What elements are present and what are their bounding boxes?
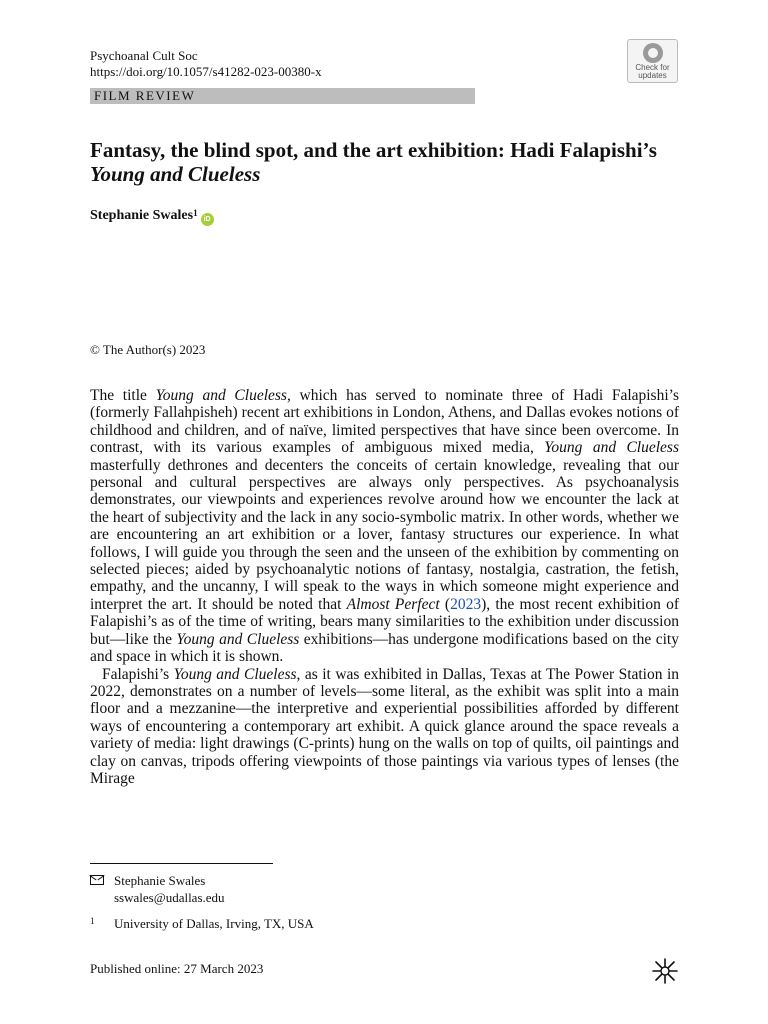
text-run: , which has served to nominate three of Hadi Falapishi’s (formerly Fallahpisheh) recent art exhibitions in London, Athens, and Dallas evokes notions of childhood and children, and of naïve, limited perspectives that have since been overcome. In contrast, with its various examples of ambiguous mixed media,: [90, 387, 679, 457]
copyright: © The Author(s) 2023: [90, 342, 206, 357]
correspondence-email[interactable]: sswales@udallas.edu: [114, 890, 225, 905]
citation-link[interactable]: 2023: [450, 595, 482, 613]
doi-link[interactable]: https://doi.org/10.1057/s41282-023-00380-x: [90, 64, 322, 79]
affiliation: [90, 916, 314, 932]
text-run: , as it was exhibited in Dallas, Texas at The Power Station in 2022, demonstrates on a number of levels—some literal, as the exhibit was split into a main floor and a mezzanine—the interpretive and experiential possibilities afforded by different ways of encountering a contemporary art exhibit. A quick glance around the space reveals a variety of media: light drawings (C-prints) hung on the walls on top of quilts, oil paintings and clay on canvas, tripods offering viewpoints of those paintings via various types of lenses (the Mirage: [90, 665, 680, 787]
published-date: Published online: 27 March 2023: [90, 961, 264, 976]
affiliation-text: University of Dallas, Irving, TX, USA: [114, 916, 314, 931]
article-title: [90, 138, 690, 186]
article-body: [90, 387, 679, 787]
text-run: Falapishi’s: [102, 665, 174, 683]
text-run: masterfully dethrones and decenters the conceits of certain knowledge, revealing that our personal and cultural perspectives are always only perspectives. As psychoanalysis demonstrates, our viewpoints and experiences revolve around how we encounter the lack at the heart of subjectivity and the lack in any socio-symbolic matrix. In other words, whether we are encountering an art exhibition or a lover, fantasy structures our experience. In what follows, I will guide you through the seen and the unseen of the exhibition by commenting on selected pieces; aided by psychoanalytic notions of fantasy, nostalgia, castration, the fetish, empathy, and the uncanny, I will speak to the ways in which someone might experience and interpret the art. It should be noted that: [90, 456, 679, 613]
springer-knight-icon: [650, 956, 680, 986]
affiliation-number: 1: [90, 916, 95, 926]
italic-text: Young and Clueless: [155, 387, 287, 404]
section-band: FILM REVIEW: [90, 88, 475, 104]
italic-text: Young and Clueless: [173, 665, 297, 683]
title-main: Fantasy, the blind spot, and the art exhibition: Hadi Falapishi’s: [90, 138, 657, 162]
journal-name: Psychoanal Cult Soc: [90, 48, 198, 63]
text-run: The title: [90, 387, 156, 404]
italic-text: Almost Perfect: [346, 595, 440, 613]
journal-header: [90, 48, 322, 80]
title-italic: Young and Clueless: [90, 162, 261, 186]
check-for-updates-badge[interactable]: [627, 39, 678, 83]
badge-line-1: Check for: [635, 63, 670, 72]
author-name: Stephanie Swales: [90, 208, 194, 223]
badge-line-2: updates: [638, 71, 667, 80]
correspondence: [90, 872, 225, 906]
envelope-icon: [90, 875, 104, 885]
body-paragraph-1: [90, 387, 679, 666]
footnote-rule: [90, 863, 273, 864]
correspondence-name: Stephanie Swales: [114, 873, 206, 888]
text-run: ), the most recent exhibition of Falapishi’s as of the time of writing, bears many similarities to the exhibition under discussion but—like the: [90, 595, 679, 648]
body-paragraph-2: [90, 666, 679, 788]
text-run: (: [439, 595, 451, 613]
check-for-updates-icon: [643, 43, 663, 63]
author-affiliation-mark: 1: [193, 208, 198, 218]
author-line: [90, 208, 214, 226]
italic-text: Young and Clueless: [176, 630, 300, 648]
italic-text: Young and Clueless: [544, 439, 679, 457]
orcid-icon[interactable]: iD: [201, 213, 214, 226]
text-run: exhibitions—has undergone modifications based on the city and space in which it is shown.: [90, 630, 679, 666]
